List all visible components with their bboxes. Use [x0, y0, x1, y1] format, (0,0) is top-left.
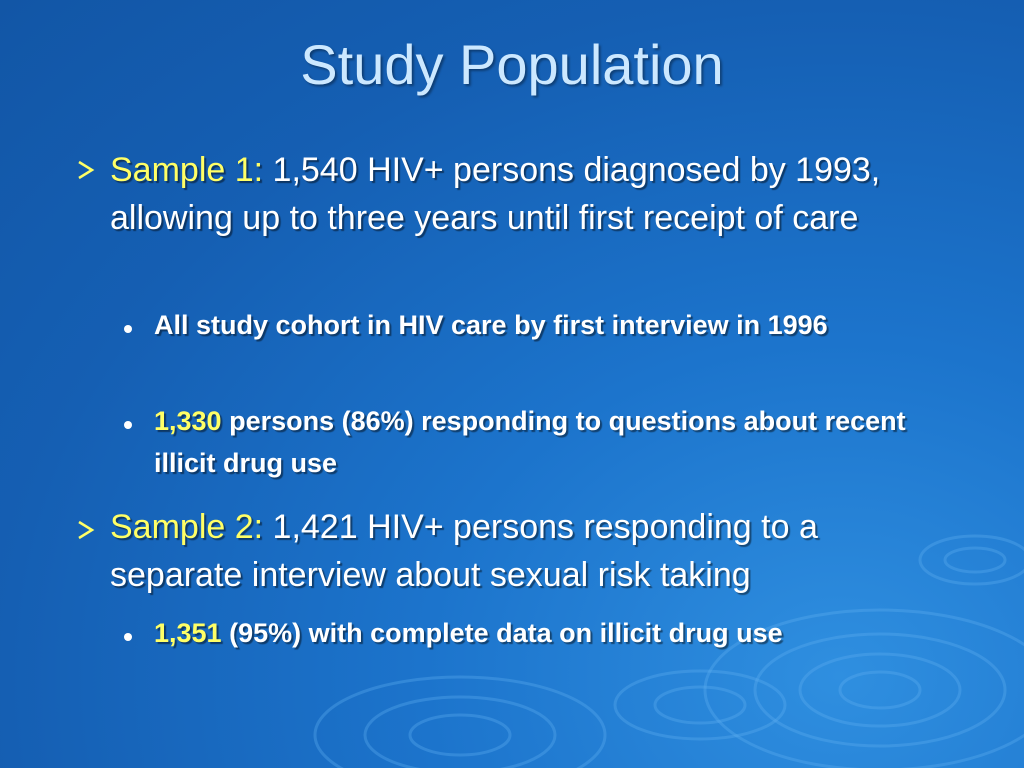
round-bullet-icon: [124, 421, 132, 429]
sub-bullet-highlight: 1,330: [154, 406, 222, 436]
sample-2-text: 1,421 HIV+ persons responding to a separate interview about sexual risk taking: [110, 508, 818, 594]
slide-title: Study Population: [300, 33, 724, 96]
sub-bullet-complete-data: [154, 612, 934, 654]
sub-bullet-highlight: 1,351: [154, 618, 222, 648]
bullet-sample-1: [110, 146, 930, 242]
sample-1-label: Sample 1:: [110, 151, 264, 189]
arrowhead-bullet-icon: [76, 520, 96, 540]
sample-1-text: 1,540 HIV+ persons diagnosed by 1993, allowing up to three years until first receipt of care: [110, 151, 881, 237]
sample-2-label: Sample 2:: [110, 508, 264, 546]
arrowhead-bullet-icon: [76, 160, 96, 180]
sub-bullet-text: All study cohort in HIV care by first interview in 1996: [154, 310, 828, 340]
round-bullet-icon: [124, 633, 132, 641]
sub-bullet-text: persons (86%) responding to questions about recent illicit drug use: [154, 406, 906, 478]
bullet-sample-2: [110, 503, 930, 599]
sub-bullet-text: (95%) with complete data on illicit drug use: [221, 618, 783, 648]
round-bullet-icon: [124, 325, 132, 333]
sub-bullet-responders: [154, 400, 934, 484]
sub-bullet-cohort: [154, 304, 934, 346]
